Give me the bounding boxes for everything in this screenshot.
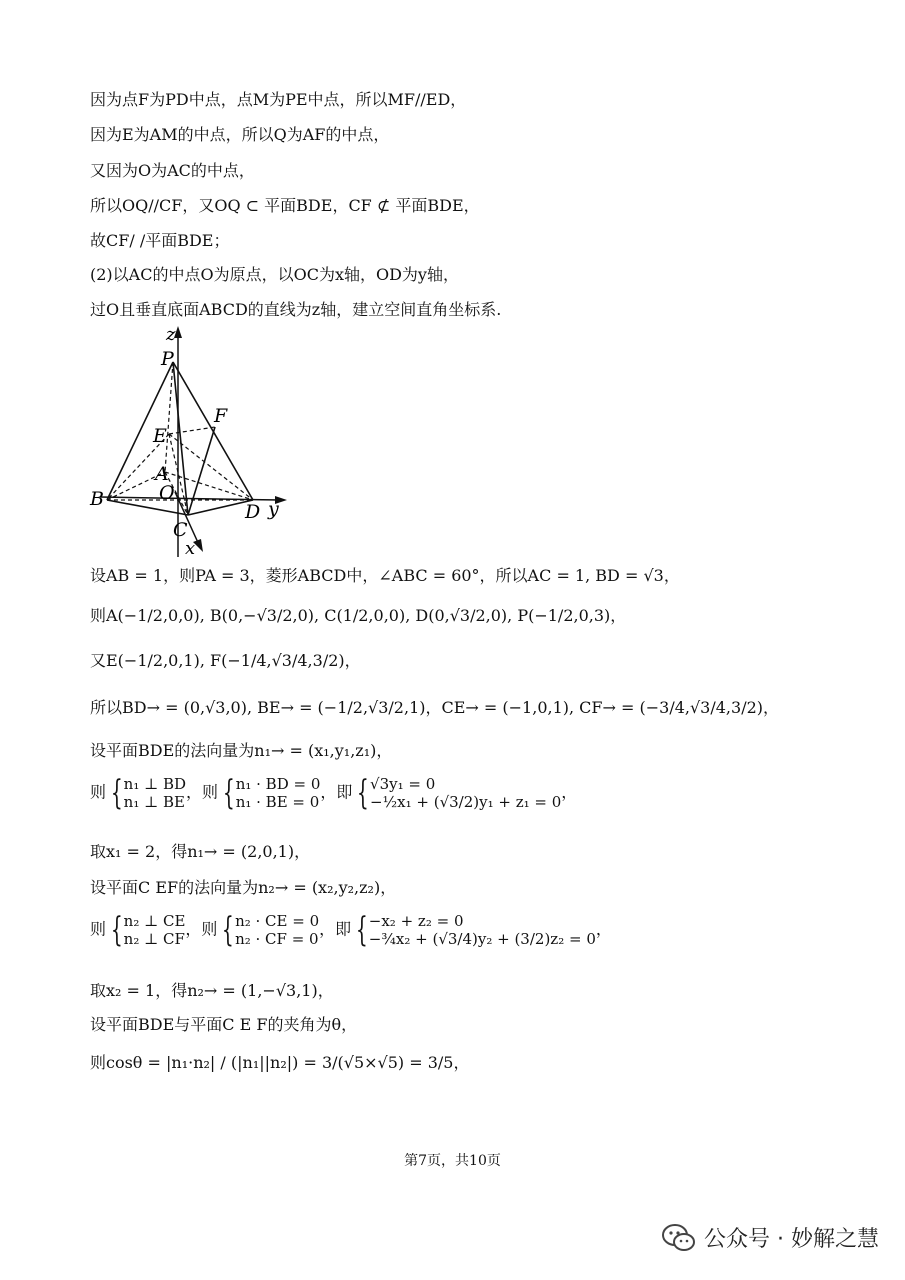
sys1-b1: n₁ · BD = 0 <box>235 775 321 793</box>
page-footer: 第7页，共10页 <box>404 1153 501 1169</box>
solution-line-12: 设平面BDE的法向量为n₁→ = (x₁,y₁,z₁)， <box>90 741 393 760</box>
solution-line-9: 则A(−1/2,0,0), B(0,−√3/2,0), C(1/2,0,0), D(0,√3/2,0), P(−1/2,0,3)， <box>90 606 627 625</box>
edge-PA <box>165 362 173 472</box>
sys1-prefix: 则 <box>90 782 107 802</box>
label-y: y <box>268 498 279 520</box>
label-z: z <box>166 324 176 345</box>
solution-line-6: (2)以AC的中点O为原点，以OC为x轴，OD为y轴， <box>90 265 459 284</box>
brace: { <box>110 773 123 813</box>
edge-CD <box>188 500 253 515</box>
watermark-text: 公众号 · 妙解之慧 <box>704 1227 879 1252</box>
solution-line-7: 过O且垂直底面ABCD的直线为z轴，建立空间直角坐标系. <box>90 300 502 319</box>
label-D: D <box>245 501 261 523</box>
wechat-icon <box>662 1223 696 1253</box>
solution-line-10: 又E(−1/2,0,1), F(−1/4,√3/4,3/2)， <box>90 651 361 670</box>
solution-line-2: 因为E为AM的中点，所以Q为AF的中点， <box>90 125 390 144</box>
sys1-end: ， <box>561 782 578 802</box>
equation-system-2 <box>90 912 612 948</box>
label-F: F <box>214 405 228 427</box>
solution-line-4: 所以OQ//CF，又OQ ⊂ 平面BDE，CF ⊄ 平面BDE， <box>90 196 480 215</box>
equation-system-1 <box>90 775 577 811</box>
sys2-a1: n₂ ⊥ CE <box>123 912 186 930</box>
sys1-mid2: ，即 <box>320 782 353 802</box>
label-A: A <box>155 463 169 485</box>
solution-line-17: 则cosθ = |n₁·n₂| / (|n₁||n₂|) = 3/(√5×√5) = 3/5， <box>90 1053 470 1072</box>
label-E: E <box>153 425 167 447</box>
brace: { <box>110 910 123 950</box>
brace: { <box>222 910 235 950</box>
sys1-c2: −½x₁ + (√3/2)y₁ + z₁ = 0 <box>370 793 562 811</box>
sys2-c1: −x₂ + z₂ = 0 <box>368 912 464 930</box>
brace: { <box>357 773 370 813</box>
label-P: P <box>161 348 174 370</box>
sys2-mid2: ，即 <box>319 919 352 939</box>
watermark <box>662 1222 879 1253</box>
solution-line-5: 故CF/ /平面BDE； <box>90 231 230 250</box>
sys1-a1: n₁ ⊥ BD <box>123 775 187 793</box>
solution-line-11: 所以BD→ = (0,√3,0), BE→ = (−1/2,√3/2,1)，CE→ = (−1,0,1), CF→ = (−3/4,√3/4,3/2)， <box>90 698 780 717</box>
brace: { <box>356 910 368 950</box>
solution-line-1: 因为点F为PD中点，点M为PE中点，所以MF//ED， <box>90 90 467 109</box>
sys2-prefix: 则 <box>90 919 107 939</box>
sys2-b2: n₂ · CF = 0 <box>235 930 319 948</box>
edge-EF <box>169 427 215 434</box>
sys2-a2: n₂ ⊥ CF <box>123 930 185 948</box>
sys2-b1: n₂ · CE = 0 <box>235 912 320 930</box>
edge-CF <box>188 427 215 515</box>
sys1-c1: √3y₁ = 0 <box>370 775 436 793</box>
label-x: x <box>185 538 196 557</box>
label-O: O <box>159 482 175 504</box>
solution-line-8: 设AB = 1，则PA = 3，菱形ABCD中，∠ABC = 60°，所以AC = 1, BD = √3， <box>90 566 680 585</box>
solution-line-14: 设平面C EF的法向量为n₂→ = (x₂,y₂,z₂)， <box>90 878 397 897</box>
label-B: B <box>90 488 104 510</box>
brace: { <box>222 773 235 813</box>
sys1-b2: n₁ · BE = 0 <box>235 793 320 811</box>
sys1-a2: n₁ ⊥ BE <box>123 793 185 811</box>
label-C: C <box>173 519 188 541</box>
solution-line-16: 设平面BDE与平面C E F的夹角为θ， <box>90 1015 358 1034</box>
solution-line-15: 取x₂ = 1，得n₂→ = (1,−√3,1)， <box>90 981 334 1000</box>
edge-BC <box>107 500 188 515</box>
sys1-mid1: ，则 <box>186 782 219 802</box>
solution-line-3: 又因为O为AC的中点， <box>90 161 255 180</box>
solution-line-13: 取x₁ = 2，得n₁→ = (2,0,1)， <box>90 842 311 861</box>
sys2-end: ， <box>595 919 612 939</box>
sys2-mid1: ，则 <box>185 919 218 939</box>
pyramid-figure <box>85 322 315 557</box>
sys2-c2: −¾x₂ + (√3/4)y₂ + (3/2)z₂ = 0 <box>368 930 596 948</box>
